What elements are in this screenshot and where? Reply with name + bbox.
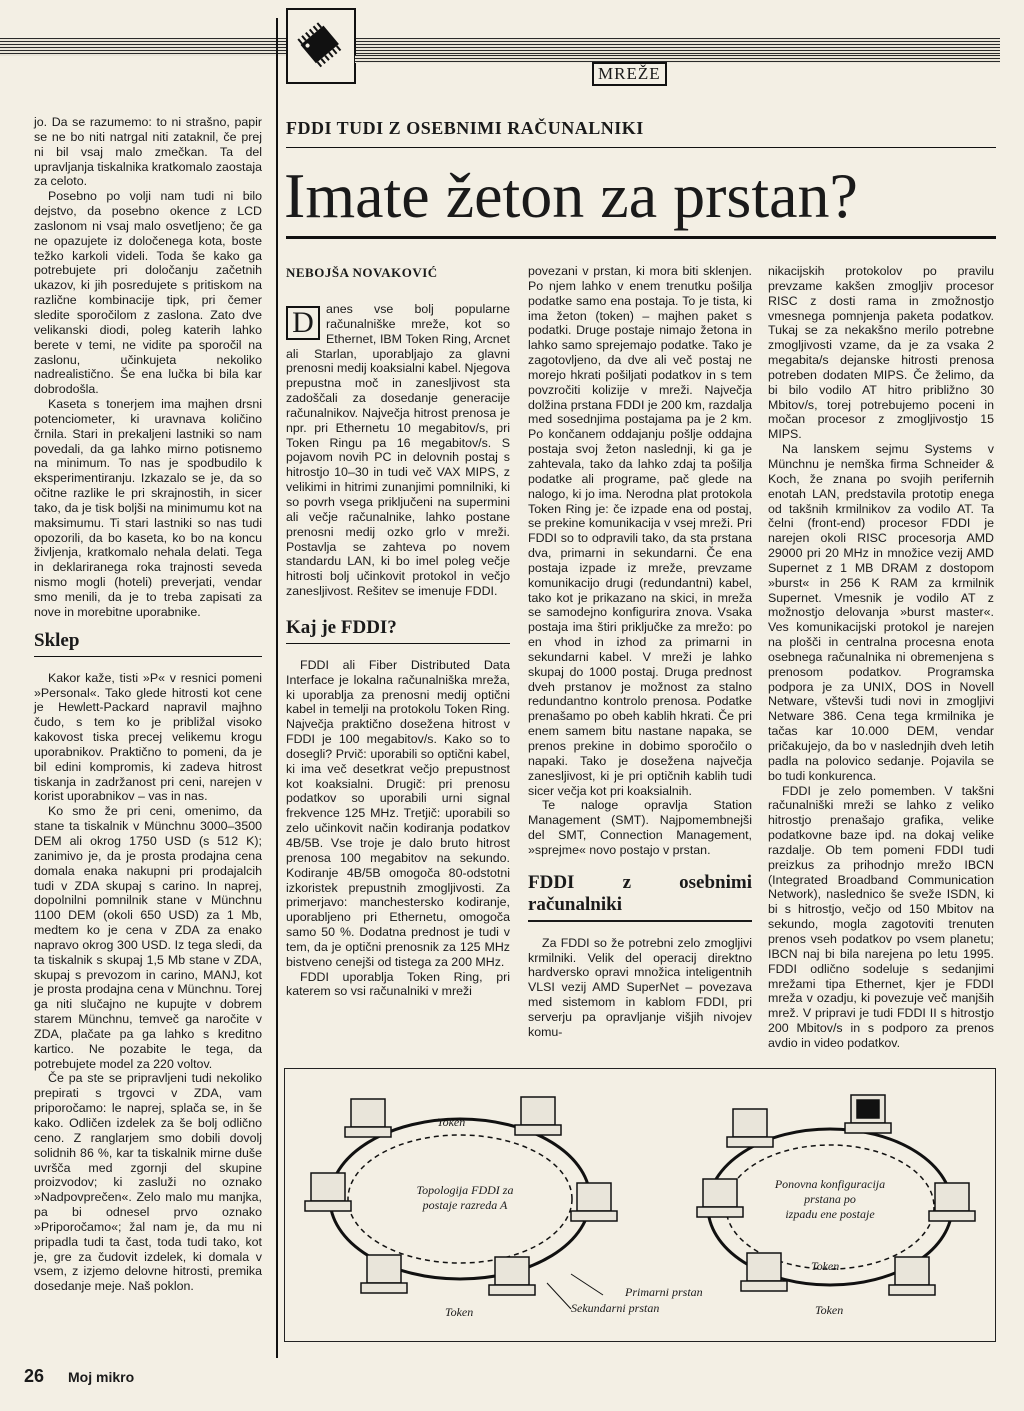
column-3: [528, 264, 752, 1040]
computer-icon: [345, 1099, 391, 1137]
caption-line: izpadu ene postaje: [785, 1207, 875, 1221]
paragraph: Kakor kaže, tisti »P« v resnici pomeni »Personal«. Tako glede hitrosti kot cene je Hewlett-Packard napravil majhno čudo, s tem ko je približal visoko kakovost tiska precej velikemu krogu uporabnikov. Praktično to pomeni, da je bil edini kompromis, ki zadeva hitrost tiskanja in zadržanost pri ceni, narejen v korist uporabnikov – vas in nas.: [34, 670, 262, 804]
paragraph: nikacijskih protokolov po pravilu prevzame kakšen zmogljiv procesor RISC z dosti rama in zmožnostjo vmesnega pomnjenja paketa podatkov. Tukaj se za nekakšno merilo potrebne zmogljivosti vzame, da je za vsaka 2 megabita/s dejanske hitrosti prenosa potreben dodaten MIPS. Če želimo, da bi bilo vodilo AT hitro približno 30 Mbitov/s, torej potrebujemo poceni in močan procesor z zmogljivostjo 15 MIPS.: [768, 264, 994, 442]
fddi-topology-diagram: [284, 1068, 996, 1342]
paragraph: Te naloge opravlja Station Management (SMT). Najpomembnejši del SMT, Connection Management, »sprejme« novo postajo v prstan.: [528, 798, 752, 857]
token-label-right-inner: Token: [811, 1259, 840, 1273]
article-headline: Imate žeton za prstan?: [284, 160, 858, 231]
computer-icon: [489, 1257, 535, 1295]
computer-icon: [361, 1255, 407, 1293]
failed-computer-icon: [845, 1095, 891, 1133]
computer-icon: [727, 1109, 773, 1147]
token-label-bottom-left: Token: [445, 1305, 474, 1319]
computer-icon: [697, 1179, 743, 1217]
section-tag: MREŽE: [592, 62, 667, 86]
caption-line: Ponovna konfiguracija: [774, 1177, 886, 1191]
paragraph: FDDI je zelo pomemben. V takšni računalniški mreži se lahko z veliko hitrostjo prenašajo grafika, velike podatkovne baze ipd. na dokaj velike razdalje. Ob tem pomeni FDDI tudi preizkus za prihodnjo mrežo IBCN (Integrated Broadband Communication Network), naslednico še sveže ISDN, ki bi s hitrostjo, večjo od 150 Mbitov na sekundo, mogla zagotoviti trenuten prenos vseh podatkov po vsem planetu; IBCN naj bi bila narejena po letu 1995. FDDI odlično sodeluje s sedanjimi mrežami tipa Ethernet, kjer je FDDI mreža v ozadju, ki povezuje več manjših mrež. V pripravi je tudi FDDI II s hitrostjo 200 Mbitov/s in s podporo za prenos avdio in video podatkov.: [768, 783, 994, 1050]
article-author: NEBOJŠA NOVAKOVIĆ: [286, 265, 438, 280]
reconfiguration-caption: [755, 1177, 905, 1222]
header-stripe-band-lower: [355, 55, 1000, 63]
computer-icon: [305, 1173, 351, 1211]
header-stripe-band: [0, 38, 1000, 56]
pointer-line: [571, 1274, 603, 1295]
drop-cap: D: [286, 306, 320, 340]
paragraph: Ko smo že pri ceni, omenimo, da stane ta tiskalnik v Münchnu 3000–3500 DEM ali okrog 1750 USD (s 512 K); zanimivo je, da je prosta prodajna cena domala enaka nakupni pri prodajalcih tudi v ZDA skupaj s carino. In naprej, dopolnilni pomnilnik stane v Münchnu 1100 DEM (okoli 650 USD) za 1 Mb, medtem ko je cena v ZDA za enako napravo okrog 300 USD. Iz tega sledi, da ta tiskalnik s skupaj 1,5 Mb stane v ZDA, skupaj s prevozom in carino, MANJ, kot je prosta prodajna cena v Münchnu. Torej ga niti slučajno ne kupujte v dobrem starem Münchnu, temveč ga naročite v ZDA, plačate pa ga lahko s kreditno kartico. Ne pozabite le tega, da potrebujete model za 220 voltov.: [34, 804, 262, 1071]
paragraph: FDDI uporablja Token Ring, pri katerem so vsi računalniki v mreži: [286, 969, 510, 999]
computer-icon: [929, 1183, 975, 1221]
computer-icon: [889, 1257, 935, 1295]
caption-line: Topologija FDDI za: [416, 1183, 514, 1197]
paragraph: povezani v prstan, ki mora biti sklenjen. Po njem lahko v enem trenutku pošilja podatke samo ena postaja. To je tista, ki ima žeton (token) – majhen paket s podatki. Druge postaje nimajo žetona in lahko samo sprejemajo podatke. Tako je zagotovljeno, da dve ali več postaj ne morejo hkrati pošiljati podatkov in s tem povzročiti kolizije v mreži. Največja dolžina prstana FDDI je 200 km, razdalja med sosednjima postajama pa je 2 km. Po končanem oddajanju pošlje oddajna postaja svoj žeton naslednji, ki ga je zahtevala, tako da lahko zdaj ta pošilja podatke ali programe, pač glede na nalogo, ki jo ima. Nerodna plat protokola Token Ring je: če izpade ena od postaj, se prekine komunikacija v vsej mreži. Pri FDDI so to odpravili tako, da sta prstana dva, primarni in sekundarni. Če ena postaja izpade iz mreže, prevzame komunikacijo drugi (redundantni) kabel, tako kot je prikazano na skici, in mreža se samodejno konfigurira znova. Vsaka postaja ima štiri priključke za mrežo: po en vhod in izhod za primarni in sekundarni kabel. V mreži je lahko skupaj do 1000 postaj. Druga prednost dveh prstanov je možnost za stalno redundantno kontrolo prenosa. Podatke prenašamo po obeh kablih hkrati. Če pri enem samem bitu nastane napaka, se prenos prekine in dobimo sporočilo o napaki. Tako je dosežena največja zanesljivost, ki je pri optičnih kablih tudi sicer večja kot pri koaksialnih.: [528, 264, 752, 798]
token-label-top: Token: [437, 1115, 466, 1129]
column-2: [286, 302, 510, 999]
topology-caption: [395, 1183, 535, 1213]
paragraph: Če pa ste se pripravljeni tudi nekoliko prepirati s trgovci v ZDA, vam priporočamo: le naprej, splača se, in še kako. Odličen izdelek za še bolj odlično ceno. Z ranglarjem smo dobili dovolj solidnih 86 %, kar ta tiskalnik mirne duše uvršča med zgornji del skupine proizvodov; ki zasluži no oznako »Nadpovprečen«. Zelo malo mu manjka, pa bi odnesel prvo oznako »Priporočamo«; žal nam je, da mu ni pripadla tudi ta čast, toda tudi tako, kot je, gre za čudovit izdelek, ki domala v vsem, z izjemo delovne hitrosti, premika dosedanje meje. Naš poklon.: [34, 1071, 262, 1294]
page-number: 26: [24, 1366, 45, 1386]
paragraph: jo. Da se razumemo: to ni strašno, papir se ne bo niti natrgal niti zataknil, če prej ni bil vsaj malo zmečkan. Ta del upravljanja tiskalnika kratkomalo zaostaja za celoto.: [34, 115, 262, 189]
column-divider-line: [276, 18, 278, 1358]
paragraph: Posebno po volji nam tudi ni bilo dejstvo, da posebno okence z LCD zaslonom ni vsaj malo osvetljeno; če ga ne opazujete iz določenega kota, boste težko karkoli videli. Toda še kako ga potrebujete pri določanju začetnih ukazov, ki jih posredujete s pritiskom na različne kombinacije tipk, pri čemer sledite sporočilom z zaslona. Zato dve velikanski diodi, poleg katerih lahko berete v temi, ne vidite pa sporočil na zaslonu, učinkujeta nekoliko nadrealistično. Še ena lučka bi bila kar dobrodošla.: [34, 189, 262, 397]
paragraph: Na lanskem sejmu Systems v Münchnu je nemška firma Schneider & Koch, že znana po svojih perifernih enotah LAN, predstavila prototip enega od takšnih krmilnikov za vodilo AT. Ta čelni (front-end) procesor FDDI je narejen okoli RISC procesorja AMD 29000 pri 20 MHz in množice vezij AMD Supernet z 1 MB DRAM z dostopom »burst« in 256 K RAM za krmilnik Supernet. Vmesnik je vodilo AT z možnostjo delovanja »burst master«. Ves komunikacijski protokol je narejen na plošči in centralna procesna enota osebnega računalnika ni obremenjena s prenosom podatkov. Programska podpora je za UNIX, DOS in Novell Netware, vštevši tudi novi in zmogljivi Netware 386. Cena tega krmilnika je tačas kar 10.000 DEM, vendar pričakujejo, da bo v naslednjih dveh letih padla na polovico sedanje. Pojavila se bo tudi konkurenca.: [768, 442, 994, 783]
secondary-ring-label: Sekundarni prstan: [571, 1301, 660, 1315]
computer-icon: [741, 1253, 787, 1291]
paragraph: FDDI ali Fiber Distributed Data Interface je lokalna računalniška mreža, ki uporablja za prenosni medij optični kabel in temelji na protokolu Token Ring. Največja praktično dosežena hitrost v FDDI je 100 megabitov/s. Kako so to dosegli? Prvič: uporabili so optični kabel, ki ima več desetkrat večjo prepustnost kot koaksialni. Drugič: pri prenosu podatkov so uporabili urni signal frekvence 125 MHz. Tretjič: uporabili so zelo učinkovit način kodiranja podatkov 4B/5B. Vse troje je dalo bruto hitrost prenosa 100 megabitov na sekundo. Kodiranje 4B/5B omogoča 80-odstotni izkoristek prepustnih zmogljivosti. Za primerjavo: manchestersko kodiranje, uporabljeno pri Ethernetu, omogoča samo 50 %. Dodatna prednost je tudi v tem, da je optični prenosnik za 125 MHz bistveno cenejši od tistega za 200 MHz.: [286, 657, 510, 969]
column-4: [768, 264, 994, 1051]
chip-icon: [288, 10, 354, 82]
magazine-name: Moj mikro: [68, 1369, 135, 1385]
subheading-fddi-z-osebnimi: FDDI z osebnimi računalniki: [528, 872, 752, 922]
headline-rule: [286, 236, 996, 239]
caption-line: postaje razreda A: [422, 1198, 508, 1212]
paragraph: anes vse bolj popularne računalniške mreže, kot so Ethernet, IBM Token Ring, Arcnet ali Starlan, uporabljajo za glavni prenosni medij koaksialni kabel. Njegova prepustna moč in zanesljivost sta zadoščali za dosedanje generacije računalnikov. Največja hitrost prenosa je npr. pri Ethernetu 10 megabitov/s, pri Token Ringu pa 16 megabitov/s. S pojavom novih PC in delovnih postaj s hitrostjo 10–30 in tudi več VAX MIPS, z velikimi in hitrimi zunanjimi pomnilniki, ki so povrh vsega priključeni na supermini ali večje računalnike, lahko postane prenosni medij ozko grlo v mreži. Postavlja se zahteva po novem standardu LAN, ki bo imel poleg večje hitrosti bolj učinkovit protokol in večjo zanesljivost. Rešitev se imenuje FDDI.: [286, 302, 510, 599]
token-label-right-bottom: Token: [815, 1303, 844, 1317]
caption-line: prstana po: [804, 1192, 856, 1206]
primary-ring-label: Primarni prstan: [625, 1285, 703, 1299]
subheading-kaj-je-fddi: Kaj je FDDI?: [286, 617, 510, 644]
article-kicker: FDDI TUDI Z OSEBNIMI RAČUNALNIKI: [286, 118, 996, 148]
computer-icon: [515, 1097, 561, 1135]
paragraph: Za FDDI so že potrebni zelo zmogljivi krmilniki. Velik del operacij direktno hardversko opravi množica inteligentnih VLSI vezij AMD SuperNet – povezava med sistemom in kablom FDDI, pri serverju pa opravljanje višjih nivojev komu-: [528, 935, 752, 1039]
chip-logo-box: [286, 8, 356, 84]
paragraph: Kaseta s tonerjem ima majhen drsni potenciometer, ki uravnava količino črnila. Stari in prekaljeni lastniki so nam povedali, da ga lahko mirno potisnemo na minimum. To nas je spodbudilo k eksperimentiranju. Izkazalo se je, da so očitne razlike le pri skrajnostih, in sicer tako, da je tisk boljši na minimumu kot na maksimumu. Ti stari lastniki so nas tudi opozorili, da bo kaseta, ko bo na koncu življenja, kratkomalo nehala delati. Tega in deklariranega roka trajnosti seveda nismo mogli (hoteli) preverjati, vendar smo menili, da je to treba zapisati za nove in morebitne uporabnike.: [34, 397, 262, 619]
computer-icon: [571, 1183, 617, 1221]
column-1: [34, 115, 262, 1294]
subheading-sklep: Sklep: [34, 630, 262, 657]
pointer-line: [547, 1283, 571, 1309]
